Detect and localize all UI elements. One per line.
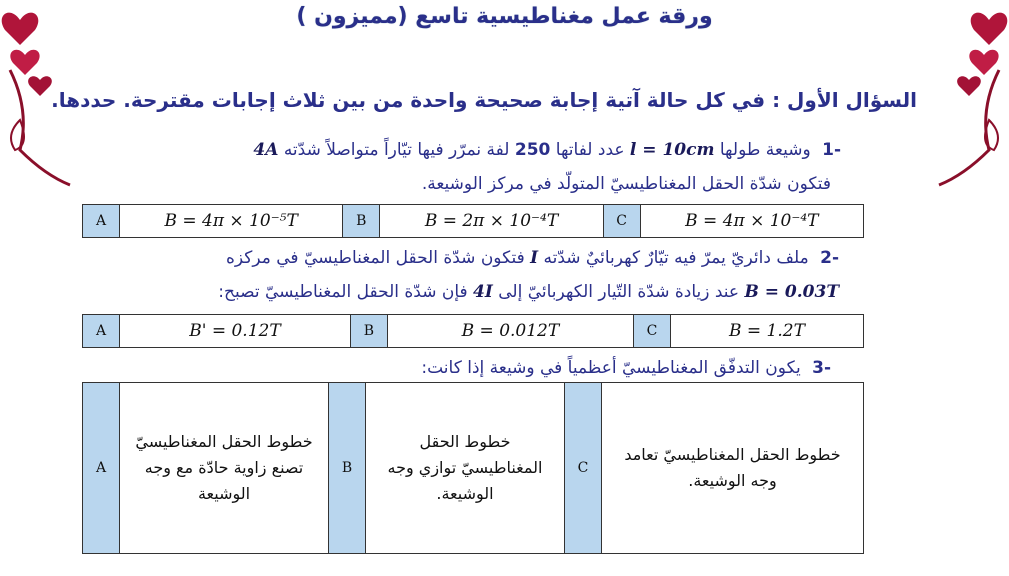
- q3-option-a-value: خطوط الحقل المغناطيسيّ تصنع زاوية حادّة مع وجه الوشيعة: [120, 383, 329, 554]
- q2-text3: عند زيادة شدّة التّيار الكهربائيّ إلى: [498, 282, 740, 302]
- q1-line1: [253, 140, 841, 160]
- q2-option-a-letter: A: [83, 315, 120, 348]
- q3-line1: [421, 358, 831, 378]
- page-title: ورقة عمل مغناطيسية تاسع (مميزون ): [296, 4, 713, 29]
- q1-length: l = 10cm: [629, 140, 715, 160]
- q2-number: -2: [820, 248, 839, 268]
- q3-option-a-letter: A: [83, 383, 120, 554]
- question-heading: السؤال الأول : في كل حالة آتية إجابة صحيحة واحدة من بين ثلاث إجابات مقترحة. حددها.: [51, 88, 917, 112]
- q2-text2: فتكون شدّة الحقل المغناطيسيّ في مركزه: [225, 248, 525, 268]
- q1-text3: لفة نمرّر فيها تيّاراً متواصلاً شدّته: [283, 140, 510, 160]
- q2-option-a-value: B' = 0.12T: [120, 315, 351, 348]
- q2-field-value: B = 0.03T: [744, 282, 839, 302]
- q1-text: وشيعة طولها: [719, 140, 811, 160]
- q2-option-c-letter: C: [633, 315, 670, 348]
- q3-option-b-letter: B: [329, 383, 366, 554]
- q3-text: يكون التدفّق المغناطيسيّ أعظمياً في وشيعة إذا كانت:: [421, 358, 801, 378]
- q3-options-table: [82, 382, 864, 554]
- q3-option-b-value: خطوط الحقل المغناطيسيّ توازي وجه الوشيعة.: [366, 383, 565, 554]
- q2-option-b-letter: B: [350, 315, 387, 348]
- q2-option-b-value: B = 0.012T: [387, 315, 633, 348]
- q1-number: -1: [822, 140, 841, 160]
- q2-options-table: [82, 314, 864, 348]
- q1-option-c-value: B = 4π × 10⁻⁴T: [640, 205, 863, 238]
- q3-number: -3: [812, 358, 831, 378]
- q2-line1: [226, 248, 839, 268]
- q1-current: 4A: [253, 140, 279, 160]
- q2-new-current: 4I: [473, 282, 493, 302]
- q2-text: ملف دائريّ يمرّ فيه تيّارٌ كهربائيٌ شدّته: [543, 248, 809, 268]
- q1-text2: عدد لفاتها: [555, 140, 625, 160]
- q3-option-c-letter: C: [565, 383, 602, 554]
- q1-option-b-value: B = 2π × 10⁻⁴T: [380, 205, 603, 238]
- q2-line2: [218, 282, 839, 302]
- q2-option-c-value: B = 1.2T: [670, 315, 863, 348]
- q1-option-a-value: B = 4π × 10⁻⁵T: [120, 205, 343, 238]
- q1-options-table: [82, 204, 864, 238]
- q1-option-b-letter: B: [343, 205, 380, 238]
- q1-option-c-letter: C: [603, 205, 640, 238]
- q1-line2: فتكون شدّة الحقل المغناطيسيّ المتولّد في مركز الوشيعة.: [421, 174, 831, 194]
- q1-option-a-letter: A: [83, 205, 120, 238]
- q2-current-symbol: I: [530, 248, 539, 268]
- q1-turns: 250: [514, 140, 551, 160]
- q2-text4: فإن شدّة الحقل المغناطيسيّ تصبح:: [218, 282, 468, 302]
- q3-option-c-value: خطوط الحقل المغناطيسيّ تعامد وجه الوشيعة.: [602, 383, 864, 554]
